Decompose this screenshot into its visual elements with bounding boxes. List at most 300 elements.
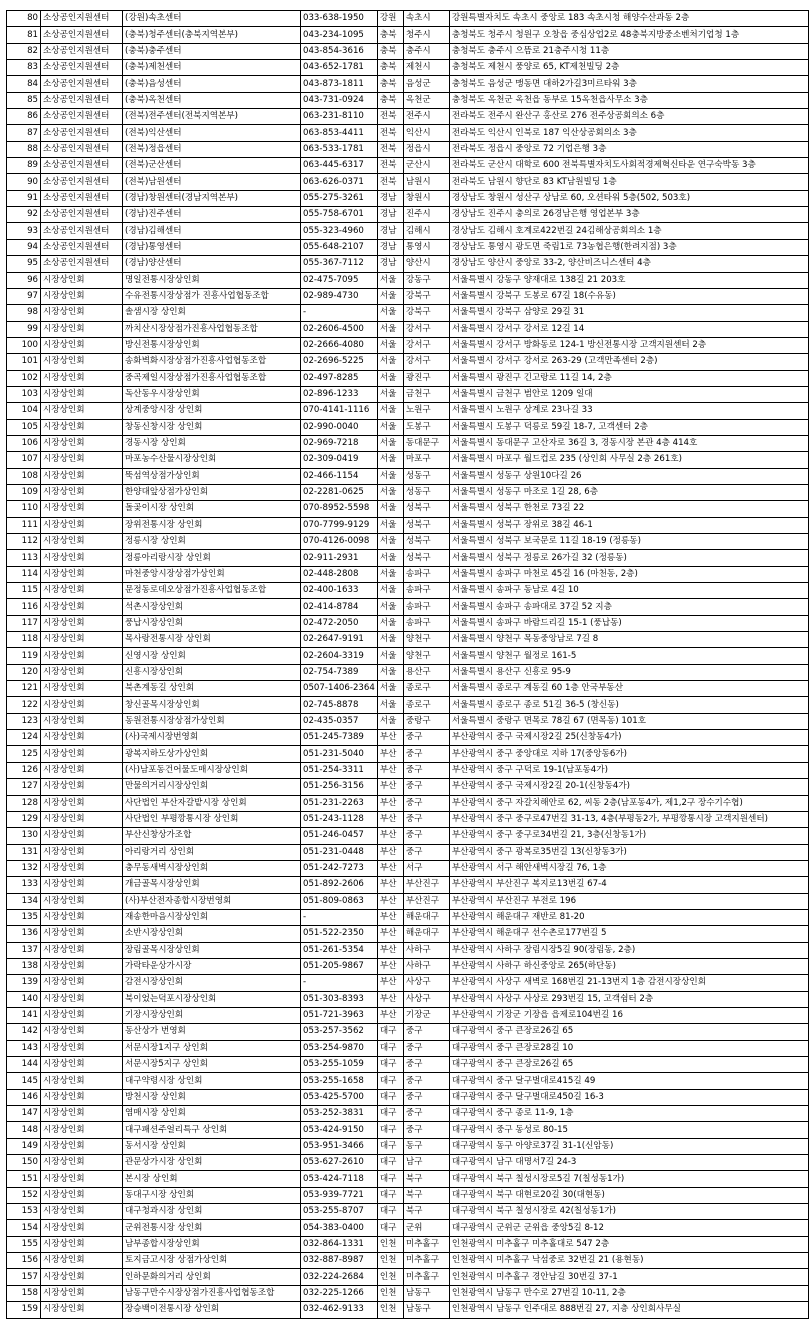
region-cell: 부산 bbox=[377, 893, 403, 909]
phone-cell: 02-497-8285 bbox=[301, 370, 378, 386]
district-cell: 중구 bbox=[403, 1040, 449, 1056]
address-cell: 인천광역시 미추홀구 낙섬중로 32번길 21 (용현동) bbox=[449, 1253, 808, 1269]
organization-name-cell: 문정동로데오상점가진흥사업협동조합 bbox=[123, 583, 301, 599]
district-cell: 기장군 bbox=[403, 1007, 449, 1023]
phone-cell: 032-224-2684 bbox=[301, 1269, 378, 1285]
district-cell: 송파구 bbox=[403, 583, 449, 599]
organization-name-cell: 서문시장1지구 상인회 bbox=[123, 1040, 301, 1056]
table-row bbox=[7, 632, 809, 648]
row-number-cell: 140 bbox=[7, 991, 41, 1007]
category-cell: 시장상인회 bbox=[41, 452, 123, 468]
region-cell: 경남 bbox=[377, 190, 403, 206]
category-cell: 시장상인회 bbox=[41, 1253, 123, 1269]
phone-cell: 051-231-0448 bbox=[301, 844, 378, 860]
address-cell: 충청북도 청주시 청원구 오창읍 중심상업2로 48충북지방중소벤처기업청 1층 bbox=[449, 27, 808, 43]
district-cell: 남동구 bbox=[403, 1285, 449, 1301]
organization-name-cell: (전북)전주센터(전북지역본부) bbox=[123, 109, 301, 125]
table-row bbox=[7, 942, 809, 958]
region-cell: 충북 bbox=[377, 27, 403, 43]
phone-cell: 063-445-6317 bbox=[301, 158, 378, 174]
address-cell: 서울특별시 송파구 동남로 4길 10 bbox=[449, 583, 808, 599]
address-cell: 대구광역시 동구 아양로37길 31-1(신암동) bbox=[449, 1138, 808, 1154]
district-cell: 사하구 bbox=[403, 942, 449, 958]
region-cell: 서울 bbox=[377, 288, 403, 304]
category-cell: 시장상인회 bbox=[41, 517, 123, 533]
district-cell: 미추홀구 bbox=[403, 1253, 449, 1269]
table-row bbox=[7, 1187, 809, 1203]
row-number-cell: 148 bbox=[7, 1122, 41, 1138]
region-cell: 서울 bbox=[377, 648, 403, 664]
region-cell: 부산 bbox=[377, 958, 403, 974]
organization-name-cell: (충북)제천센터 bbox=[123, 60, 301, 76]
region-cell: 부산 bbox=[377, 1007, 403, 1023]
district-cell: 강서구 bbox=[403, 337, 449, 353]
organization-name-cell: 목사랑전통시장 상인회 bbox=[123, 632, 301, 648]
region-cell: 부산 bbox=[377, 762, 403, 778]
address-cell: 서울특별시 성북구 보국문로 11길 18-19 (정릉동) bbox=[449, 534, 808, 550]
phone-cell: 02-990-0040 bbox=[301, 419, 378, 435]
region-cell: 서울 bbox=[377, 713, 403, 729]
row-number-cell: 108 bbox=[7, 468, 41, 484]
phone-cell: 02-472-2050 bbox=[301, 615, 378, 631]
district-cell: 부산진구 bbox=[403, 877, 449, 893]
district-cell: 남원시 bbox=[403, 174, 449, 190]
phone-cell: - bbox=[301, 975, 378, 991]
phone-cell: 055-648-2107 bbox=[301, 239, 378, 255]
organization-name-cell: 창동신창시장 상인회 bbox=[123, 419, 301, 435]
district-cell: 금천구 bbox=[403, 386, 449, 402]
row-number-cell: 95 bbox=[7, 256, 41, 272]
category-cell: 시장상인회 bbox=[41, 288, 123, 304]
district-cell: 중구 bbox=[403, 746, 449, 762]
district-cell: 중구 bbox=[403, 1122, 449, 1138]
address-cell: 부산광역시 부산진구 부전로 196 bbox=[449, 893, 808, 909]
address-cell: 인천광역시 미추홀구 미추홀대로 547 2층 bbox=[449, 1236, 808, 1252]
phone-cell: 051-522-2350 bbox=[301, 926, 378, 942]
row-number-cell: 99 bbox=[7, 321, 41, 337]
row-number-cell: 153 bbox=[7, 1204, 41, 1220]
table-row bbox=[7, 681, 809, 697]
organization-name-cell: 동서시장 상인회 bbox=[123, 1138, 301, 1154]
row-number-cell: 129 bbox=[7, 811, 41, 827]
phone-cell: 053-254-9870 bbox=[301, 1040, 378, 1056]
table-row bbox=[7, 92, 809, 108]
organization-name-cell: 서문시장5지구 상인회 bbox=[123, 1057, 301, 1073]
category-cell: 시장상인회 bbox=[41, 713, 123, 729]
phone-cell: 070-4141-1116 bbox=[301, 403, 378, 419]
category-cell: 시장상인회 bbox=[41, 599, 123, 615]
address-cell: 부산광역시 사하구 하신중앙로 265(하단동) bbox=[449, 958, 808, 974]
table-row bbox=[7, 60, 809, 76]
table-row bbox=[7, 909, 809, 925]
region-cell: 서울 bbox=[377, 583, 403, 599]
organization-name-cell: 뚝섬역상점가상인회 bbox=[123, 468, 301, 484]
organization-name-cell: 아리랑거리 상인회 bbox=[123, 844, 301, 860]
organization-name-cell: 대구청과시장 상인회 bbox=[123, 1204, 301, 1220]
organization-name-cell: 대구약령시장 상인회 bbox=[123, 1073, 301, 1089]
table-row bbox=[7, 1138, 809, 1154]
region-cell: 서울 bbox=[377, 484, 403, 500]
district-cell: 송파구 bbox=[403, 566, 449, 582]
organization-name-cell: 송화벽화시장상점가진흥사업협동조합 bbox=[123, 354, 301, 370]
organization-name-cell: 사단법인 부평깡통시장 상인회 bbox=[123, 811, 301, 827]
phone-cell: 070-8952-5598 bbox=[301, 501, 378, 517]
region-cell: 부산 bbox=[377, 909, 403, 925]
phone-cell: 032-887-8987 bbox=[301, 1253, 378, 1269]
row-number-cell: 104 bbox=[7, 403, 41, 419]
category-cell: 시장상인회 bbox=[41, 1187, 123, 1203]
district-cell: 군산시 bbox=[403, 158, 449, 174]
address-cell: 서울특별시 중랑구 면목로 78길 67 (면목동) 101호 bbox=[449, 713, 808, 729]
phone-cell: 051-243-1128 bbox=[301, 811, 378, 827]
category-cell: 시장상인회 bbox=[41, 762, 123, 778]
district-cell: 창원시 bbox=[403, 190, 449, 206]
row-number-cell: 126 bbox=[7, 762, 41, 778]
region-cell: 부산 bbox=[377, 779, 403, 795]
organization-name-cell: 까치산시장상점가진흥사업협동조합 bbox=[123, 321, 301, 337]
district-cell: 중구 bbox=[403, 844, 449, 860]
table-row bbox=[7, 1253, 809, 1269]
table-row bbox=[7, 713, 809, 729]
district-cell: 북구 bbox=[403, 1187, 449, 1203]
organization-name-cell: 남동구만수시장상점가진흥사업협동조합 bbox=[123, 1285, 301, 1301]
row-number-cell: 131 bbox=[7, 844, 41, 860]
address-cell: 충청북도 음성군 맹동면 대하2가길3미르타워 3층 bbox=[449, 76, 808, 92]
address-cell: 경상남도 김해시 호계로422번길 24김해상공회의소 1층 bbox=[449, 223, 808, 239]
organization-name-cell: 북촌계동길 상인회 bbox=[123, 681, 301, 697]
organization-name-cell: 장승백이전통시장 상인회 bbox=[123, 1302, 301, 1318]
district-cell: 제천시 bbox=[403, 60, 449, 76]
row-number-cell: 86 bbox=[7, 109, 41, 125]
district-cell: 강동구 bbox=[403, 272, 449, 288]
address-cell: 부산광역시 중구 구덕로 19-1(남포동4가) bbox=[449, 762, 808, 778]
address-cell: 경상남도 양산시 중앙로 33-2, 양산비즈니스센터 4층 bbox=[449, 256, 808, 272]
row-number-cell: 145 bbox=[7, 1073, 41, 1089]
row-number-cell: 122 bbox=[7, 697, 41, 713]
row-number-cell: 152 bbox=[7, 1187, 41, 1203]
phone-cell: 033-638-1950 bbox=[301, 11, 378, 27]
category-cell: 시장상인회 bbox=[41, 730, 123, 746]
category-cell: 시장상인회 bbox=[41, 305, 123, 321]
organization-name-cell: 수유전통시장상점가 진흥사업협동조합 bbox=[123, 288, 301, 304]
row-number-cell: 96 bbox=[7, 272, 41, 288]
organization-name-cell: (경남)진주센터 bbox=[123, 207, 301, 223]
phone-cell: 051-245-7389 bbox=[301, 730, 378, 746]
region-cell: 대구 bbox=[377, 1187, 403, 1203]
region-cell: 대구 bbox=[377, 1138, 403, 1154]
address-cell: 서울특별시 종로구 계동길 60 1층 안국부동산 bbox=[449, 681, 808, 697]
row-number-cell: 102 bbox=[7, 370, 41, 386]
phone-cell: 02-754-7389 bbox=[301, 664, 378, 680]
organization-name-cell: 개금골목시장상인회 bbox=[123, 877, 301, 893]
address-cell: 서울특별시 금천구 범안로 1209 일대 bbox=[449, 386, 808, 402]
district-cell: 양천구 bbox=[403, 648, 449, 664]
phone-cell: 053-424-9150 bbox=[301, 1122, 378, 1138]
row-number-cell: 81 bbox=[7, 27, 41, 43]
district-cell: 성북구 bbox=[403, 517, 449, 533]
category-cell: 시장상인회 bbox=[41, 1269, 123, 1285]
district-cell: 중랑구 bbox=[403, 713, 449, 729]
phone-cell: 051-242-7273 bbox=[301, 860, 378, 876]
phone-cell: 053-255-1658 bbox=[301, 1073, 378, 1089]
organization-name-cell: 광복지하도상가상인회 bbox=[123, 746, 301, 762]
organization-name-cell: (충북)음성센터 bbox=[123, 76, 301, 92]
table-row bbox=[7, 697, 809, 713]
address-cell: 인천광역시 미추홀구 경안남길 30번길 37-1 bbox=[449, 1269, 808, 1285]
organization-name-cell: 독산동우시장상인회 bbox=[123, 386, 301, 402]
row-number-cell: 94 bbox=[7, 239, 41, 255]
district-cell: 익산시 bbox=[403, 125, 449, 141]
phone-cell: 02-414-8784 bbox=[301, 599, 378, 615]
region-cell: 서울 bbox=[377, 452, 403, 468]
category-cell: 시장상인회 bbox=[41, 942, 123, 958]
row-number-cell: 119 bbox=[7, 648, 41, 664]
region-cell: 서울 bbox=[377, 501, 403, 517]
address-cell: 서울특별시 종로구 종로 51길 36-5 (창신동) bbox=[449, 697, 808, 713]
region-cell: 서울 bbox=[377, 697, 403, 713]
address-cell: 부산광역시 해운대구 재반로 81-20 bbox=[449, 909, 808, 925]
district-cell: 부산진구 bbox=[403, 893, 449, 909]
table-row bbox=[7, 730, 809, 746]
district-cell: 중구 bbox=[403, 1073, 449, 1089]
district-cell: 남동구 bbox=[403, 1302, 449, 1318]
phone-cell: 053-939-7721 bbox=[301, 1187, 378, 1203]
table-row bbox=[7, 664, 809, 680]
organization-name-cell: 상계중앙시장 상인회 bbox=[123, 403, 301, 419]
region-cell: 부산 bbox=[377, 746, 403, 762]
phone-cell: 02-969-7218 bbox=[301, 435, 378, 451]
address-cell: 서울특별시 성북구 한천로 73길 22 bbox=[449, 501, 808, 517]
category-cell: 시장상인회 bbox=[41, 354, 123, 370]
category-cell: 시장상인회 bbox=[41, 370, 123, 386]
table-row bbox=[7, 419, 809, 435]
organization-name-cell: 가락타운상가시장 bbox=[123, 958, 301, 974]
region-cell: 서울 bbox=[377, 419, 403, 435]
phone-cell: 055-367-7112 bbox=[301, 256, 378, 272]
address-cell: 대구광역시 북구 대현로20길 30(대현동) bbox=[449, 1187, 808, 1203]
row-number-cell: 112 bbox=[7, 534, 41, 550]
category-cell: 시장상인회 bbox=[41, 909, 123, 925]
category-cell: 시장상인회 bbox=[41, 321, 123, 337]
table-row bbox=[7, 174, 809, 190]
row-number-cell: 150 bbox=[7, 1155, 41, 1171]
address-cell: 부산광역시 기장군 기장읍 읍제로104번길 16 bbox=[449, 1007, 808, 1023]
category-cell: 시장상인회 bbox=[41, 1007, 123, 1023]
organization-name-cell: 재송한마음시장상인회 bbox=[123, 909, 301, 925]
category-cell: 시장상인회 bbox=[41, 435, 123, 451]
row-number-cell: 110 bbox=[7, 501, 41, 517]
district-cell: 청주시 bbox=[403, 27, 449, 43]
address-cell: 부산광역시 중구 광복로35번길 13(신창동3가) bbox=[449, 844, 808, 860]
district-cell: 양천구 bbox=[403, 632, 449, 648]
address-cell: 서울특별시 양천구 월정로 161-5 bbox=[449, 648, 808, 664]
district-cell: 전주시 bbox=[403, 109, 449, 125]
table-row bbox=[7, 272, 809, 288]
address-cell: 서울특별시 송파구 마천로 45길 16 (마천동, 2층) bbox=[449, 566, 808, 582]
category-cell: 시장상인회 bbox=[41, 403, 123, 419]
category-cell: 소상공인지원센터 bbox=[41, 207, 123, 223]
district-cell: 옥천군 bbox=[403, 92, 449, 108]
address-cell: 충청북도 제천시 풍양로 65, KT제천빌딩 2층 bbox=[449, 60, 808, 76]
region-cell: 경남 bbox=[377, 207, 403, 223]
phone-cell: 055-758-6701 bbox=[301, 207, 378, 223]
row-number-cell: 130 bbox=[7, 828, 41, 844]
row-number-cell: 97 bbox=[7, 288, 41, 304]
row-number-cell: 90 bbox=[7, 174, 41, 190]
phone-cell: 02-2606-4500 bbox=[301, 321, 378, 337]
phone-cell: 055-323-4960 bbox=[301, 223, 378, 239]
table-row bbox=[7, 1285, 809, 1301]
row-number-cell: 142 bbox=[7, 1024, 41, 1040]
table-row bbox=[7, 190, 809, 206]
row-number-cell: 151 bbox=[7, 1171, 41, 1187]
region-cell: 충북 bbox=[377, 92, 403, 108]
district-cell: 사상구 bbox=[403, 991, 449, 1007]
organization-name-cell: 장림골목시장상인회 bbox=[123, 942, 301, 958]
phone-cell: 053-255-1059 bbox=[301, 1057, 378, 1073]
region-cell: 경남 bbox=[377, 223, 403, 239]
region-cell: 서울 bbox=[377, 599, 403, 615]
row-number-cell: 136 bbox=[7, 926, 41, 942]
district-cell: 통영시 bbox=[403, 239, 449, 255]
row-number-cell: 106 bbox=[7, 435, 41, 451]
row-number-cell: 143 bbox=[7, 1040, 41, 1056]
organization-name-cell: (사)부산전자종합시장번영회 bbox=[123, 893, 301, 909]
row-number-cell: 128 bbox=[7, 795, 41, 811]
organization-name-cell: 북이었는덕포시장상인회 bbox=[123, 991, 301, 1007]
address-cell: 인천광역시 남동구 만수로 27번길 10-11, 2층 bbox=[449, 1285, 808, 1301]
category-cell: 시장상인회 bbox=[41, 1171, 123, 1187]
organization-name-cell: 소반시장상인회 bbox=[123, 926, 301, 942]
table-row bbox=[7, 860, 809, 876]
region-cell: 대구 bbox=[377, 1057, 403, 1073]
table-row bbox=[7, 517, 809, 533]
district-cell: 성북구 bbox=[403, 550, 449, 566]
row-number-cell: 157 bbox=[7, 1269, 41, 1285]
region-cell: 충북 bbox=[377, 76, 403, 92]
region-cell: 충북 bbox=[377, 43, 403, 59]
category-cell: 시장상인회 bbox=[41, 1073, 123, 1089]
address-cell: 서울특별시 성동구 상원10다길 26 bbox=[449, 468, 808, 484]
table-row bbox=[7, 811, 809, 827]
category-cell: 시장상인회 bbox=[41, 681, 123, 697]
address-cell: 전라북도 익산시 인북로 187 익산상공회의소 3층 bbox=[449, 125, 808, 141]
category-cell: 시장상인회 bbox=[41, 1089, 123, 1105]
region-cell: 서울 bbox=[377, 386, 403, 402]
region-cell: 서울 bbox=[377, 566, 403, 582]
organization-name-cell: 솔샘시장 상인회 bbox=[123, 305, 301, 321]
phone-cell: 02-466-1154 bbox=[301, 468, 378, 484]
table-row bbox=[7, 141, 809, 157]
organization-name-cell: (전북)정읍센터 bbox=[123, 141, 301, 157]
region-cell: 인천 bbox=[377, 1285, 403, 1301]
region-cell: 대구 bbox=[377, 1040, 403, 1056]
phone-cell: 043-731-0924 bbox=[301, 92, 378, 108]
category-cell: 시장상인회 bbox=[41, 484, 123, 500]
organization-name-cell: 감전시장상인회 bbox=[123, 975, 301, 991]
region-cell: 부산 bbox=[377, 828, 403, 844]
organization-name-cell: 석촌시장상인회 bbox=[123, 599, 301, 615]
region-cell: 경남 bbox=[377, 256, 403, 272]
table-row bbox=[7, 386, 809, 402]
organization-name-cell: 마천중앙시장상점가상인회 bbox=[123, 566, 301, 582]
category-cell: 시장상인회 bbox=[41, 697, 123, 713]
district-cell: 중구 bbox=[403, 762, 449, 778]
district-cell: 종로구 bbox=[403, 697, 449, 713]
phone-cell: 051-254-3311 bbox=[301, 762, 378, 778]
organization-name-cell: 인하문화의거리 상인회 bbox=[123, 1269, 301, 1285]
table-row bbox=[7, 207, 809, 223]
category-cell: 소상공인지원센터 bbox=[41, 43, 123, 59]
district-cell: 남구 bbox=[403, 1155, 449, 1171]
category-cell: 시장상인회 bbox=[41, 860, 123, 876]
region-cell: 부산 bbox=[377, 860, 403, 876]
row-number-cell: 83 bbox=[7, 60, 41, 76]
category-cell: 소상공인지원센터 bbox=[41, 256, 123, 272]
organization-name-cell: 만물의거리시장상인회 bbox=[123, 779, 301, 795]
district-cell: 사상구 bbox=[403, 975, 449, 991]
district-cell: 중구 bbox=[403, 795, 449, 811]
table-row bbox=[7, 828, 809, 844]
address-cell: 대구광역시 군위군 군위읍 중앙5길 8-12 bbox=[449, 1220, 808, 1236]
table-row bbox=[7, 1204, 809, 1220]
row-number-cell: 113 bbox=[7, 550, 41, 566]
row-number-cell: 82 bbox=[7, 43, 41, 59]
district-cell: 충주시 bbox=[403, 43, 449, 59]
address-cell: 대구광역시 남구 대명서7길 24-3 bbox=[449, 1155, 808, 1171]
table-row bbox=[7, 1040, 809, 1056]
phone-cell: 02-2604-3319 bbox=[301, 648, 378, 664]
organization-name-cell: 동산상가 번영회 bbox=[123, 1024, 301, 1040]
category-cell: 시장상인회 bbox=[41, 975, 123, 991]
address-cell: 부산광역시 중구 자갈치해안로 62, 씨동 2층(남포동4가, 제1,2구 장수기수협) bbox=[449, 795, 808, 811]
table-row bbox=[7, 1302, 809, 1318]
table-row bbox=[7, 991, 809, 1007]
region-cell: 서울 bbox=[377, 403, 403, 419]
row-number-cell: 127 bbox=[7, 779, 41, 795]
category-cell: 시장상인회 bbox=[41, 1204, 123, 1220]
region-cell: 대구 bbox=[377, 1204, 403, 1220]
region-cell: 서울 bbox=[377, 321, 403, 337]
phone-cell: - bbox=[301, 305, 378, 321]
row-number-cell: 114 bbox=[7, 566, 41, 582]
phone-cell: 051-205-9867 bbox=[301, 958, 378, 974]
row-number-cell: 147 bbox=[7, 1106, 41, 1122]
region-cell: 부산 bbox=[377, 730, 403, 746]
district-cell: 미추홀구 bbox=[403, 1236, 449, 1252]
category-cell: 시장상인회 bbox=[41, 1236, 123, 1252]
phone-cell: 053-951-3466 bbox=[301, 1138, 378, 1154]
address-cell: 서울특별시 강서구 강서로 263-29 (고객만족센터 2층) bbox=[449, 354, 808, 370]
region-cell: 부산 bbox=[377, 877, 403, 893]
organization-name-cell: 본시장 상인회 bbox=[123, 1171, 301, 1187]
address-cell: 대구광역시 중구 큰장로26길 65 bbox=[449, 1057, 808, 1073]
district-cell: 중구 bbox=[403, 1024, 449, 1040]
row-number-cell: 98 bbox=[7, 305, 41, 321]
address-cell: 부산광역시 중구 국제시장2길 25(신창동4가) bbox=[449, 730, 808, 746]
district-cell: 김해시 bbox=[403, 223, 449, 239]
region-cell: 부산 bbox=[377, 844, 403, 860]
district-cell: 동대문구 bbox=[403, 435, 449, 451]
region-cell: 부산 bbox=[377, 942, 403, 958]
category-cell: 시장상인회 bbox=[41, 795, 123, 811]
category-cell: 시장상인회 bbox=[41, 1138, 123, 1154]
phone-cell: 051-809-0863 bbox=[301, 893, 378, 909]
category-cell: 소상공인지원센터 bbox=[41, 141, 123, 157]
address-cell: 서울특별시 용산구 신흥로 95-9 bbox=[449, 664, 808, 680]
row-number-cell: 121 bbox=[7, 681, 41, 697]
table-row bbox=[7, 1073, 809, 1089]
